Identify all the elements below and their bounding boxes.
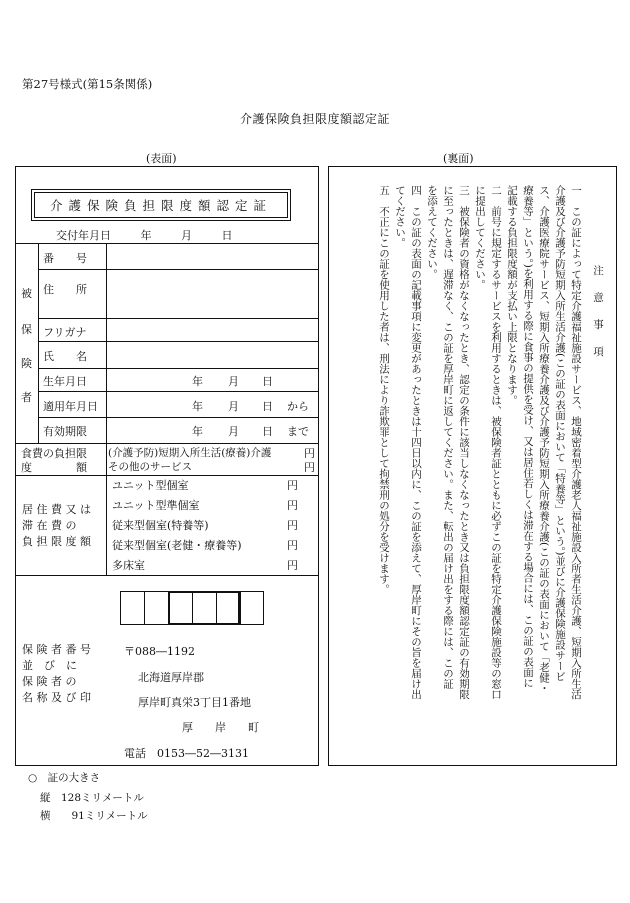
number-label: 番 号 bbox=[43, 252, 87, 265]
notice-title: 注 意 事 項 bbox=[592, 265, 604, 360]
valid-month: 月 bbox=[228, 425, 239, 438]
certificate-title: 介護保険負担限度額認定証 bbox=[49, 198, 272, 213]
room-unit-private: ユニット型個室 bbox=[112, 479, 189, 492]
valid-year: 年 bbox=[192, 425, 203, 438]
issue-date-row bbox=[56, 227, 259, 243]
insurer-postal: 〒088―1192 bbox=[124, 645, 195, 658]
insurer-phone: 電話 0153―52―3131 bbox=[124, 747, 249, 760]
address-label: 住 所 bbox=[43, 283, 87, 296]
room-unit-semi: ユニット型準個室 bbox=[112, 499, 200, 512]
room-conv-tokuyo: 従来型個室(特養等) bbox=[112, 519, 209, 532]
certificate-title-box bbox=[31, 189, 291, 221]
residence-label-1: 居 住 費 又 は bbox=[22, 503, 91, 516]
insurer-address-2: 厚岸町真栄3丁目1番地 bbox=[138, 696, 251, 709]
issue-month: 月 bbox=[181, 229, 192, 242]
insurer-label-3: 保 険 者 の bbox=[22, 675, 77, 688]
food-yen-1: 円 bbox=[304, 447, 315, 460]
notice-line-6: 二 前号に規定するサービスを利用するときは、被保険者証とともに必ずこの証を特定介護保険施設等の窓口 bbox=[490, 185, 502, 700]
form-number: 第27号様式(第15条関係) bbox=[22, 77, 153, 91]
front-side-label: (表面) bbox=[146, 152, 177, 165]
insured-label-4: 者 bbox=[21, 391, 32, 404]
birth-day: 日 bbox=[262, 375, 273, 388]
back-side-label: (裏面) bbox=[443, 152, 474, 165]
issue-day: 日 bbox=[221, 229, 233, 242]
room-yen-2: 円 bbox=[287, 499, 298, 512]
insured-label-2: 保 bbox=[21, 323, 32, 336]
apply-label: 適用年月日 bbox=[43, 400, 98, 413]
residence-label-3: 負 担 限 度 額 bbox=[22, 535, 91, 548]
insured-label-3: 険 bbox=[21, 357, 32, 370]
furigana-label: フリガナ bbox=[43, 326, 87, 339]
room-yen-5: 円 bbox=[287, 559, 298, 572]
insured-label-1: 被 bbox=[21, 287, 32, 300]
valid-day: 日 bbox=[262, 425, 273, 438]
room-yen-1: 円 bbox=[287, 479, 298, 492]
insurer-label-1: 保 険 者 番 号 bbox=[22, 643, 91, 656]
notice-line-9: に至ったときは、遅滞なく、この証を厚岸町に返してください。また、転出の届け出をする際には、この証 bbox=[442, 185, 454, 689]
room-multi: 多床室 bbox=[112, 559, 145, 572]
room-yen-4: 円 bbox=[287, 539, 298, 552]
notice-line-12: てください。 bbox=[394, 185, 406, 248]
apply-day: 日 bbox=[262, 400, 273, 413]
room-yen-3: 円 bbox=[287, 519, 298, 532]
issue-date-label: 交付年月日 bbox=[56, 229, 111, 242]
insurer-label-2: 並 び に bbox=[22, 659, 77, 672]
notice-line-10: を添えてください。 bbox=[426, 185, 438, 280]
birth-month: 月 bbox=[228, 375, 239, 388]
size-note-width: 横 91ミリメートル bbox=[40, 810, 148, 822]
apply-month: 月 bbox=[228, 400, 239, 413]
insurer-number-boxes bbox=[120, 591, 264, 625]
valid-until: まで bbox=[287, 425, 309, 438]
notice-line-8: 三 被保険者の資格がなくなったとき、認定の条件に該当しなくなったとき又は負担限度額認定証の有効期限 bbox=[458, 185, 470, 700]
residence-label-2: 滞 在 費 の bbox=[22, 519, 77, 532]
notice-line-13: 五 不正にこの証を使用した者は、刑法により詐欺罪として拘禁刑の処分を受けます。 bbox=[378, 185, 390, 595]
notice-line-5: 記載する負担限度額が支払い上限となります。 bbox=[506, 185, 518, 406]
notice-line-1: 一 この証によって特定介護福祉施設サービス、地域密着型介護老人福祉施設入所者生活介護、短期入所生活 bbox=[570, 185, 582, 700]
apply-year: 年 bbox=[192, 400, 203, 413]
notice-line-3: ス、介護医療院サービス、短期入所療養介護及び介護予防短期入所療養介護(この証の表面において「老健・ bbox=[538, 185, 550, 694]
insurer-label-4: 名 称 及 び 印 bbox=[22, 691, 91, 704]
insurer-address-1: 北海道厚岸郡 bbox=[138, 671, 204, 684]
issue-year: 年 bbox=[140, 229, 152, 242]
document-title: 介護保険負担限度額認定証 bbox=[239, 112, 390, 126]
food-yen-2: 円 bbox=[304, 461, 315, 474]
certificate-back bbox=[328, 166, 617, 766]
notice-line-7: に提出してください。 bbox=[474, 185, 486, 290]
food-desc-line1: (介護予防)短期入所生活(療養)介護 bbox=[108, 447, 272, 459]
apply-from: から bbox=[287, 400, 309, 413]
room-conv-roken: 従来型個室(老健・療養等) bbox=[112, 539, 242, 552]
insurer-town-name: 厚 岸 町 bbox=[182, 721, 259, 734]
size-note-label: ○ 証の大きさ bbox=[28, 772, 101, 784]
certificate-front bbox=[15, 166, 319, 766]
size-note-height: 縦 128ミリメートル bbox=[40, 792, 144, 804]
food-label-line1: 食費の負担限 bbox=[21, 447, 87, 460]
birth-year: 年 bbox=[192, 375, 203, 388]
birth-label: 生年月日 bbox=[43, 375, 87, 388]
valid-label: 有効期限 bbox=[43, 425, 87, 438]
notice-line-2: 介護及び介護予防短期入所生活介護(この証の表面において「特養等」という。)並びに介護保険施設サービ bbox=[554, 185, 566, 682]
name-label: 氏 名 bbox=[43, 350, 87, 363]
notice-line-4: 療養等」という。)を利用する際に食事の提供を受け、又は居住若しくは滞在する場合には、この証の表面に bbox=[522, 185, 534, 688]
food-desc-line2: その他のサービス bbox=[108, 461, 192, 473]
notice-line-11: 四 この証の表面の記載事項に変更があったときは十四日以内に、この証を添えて、厚岸町にその旨を届け出 bbox=[410, 185, 422, 700]
food-label-line2: 度 額 bbox=[21, 461, 87, 474]
